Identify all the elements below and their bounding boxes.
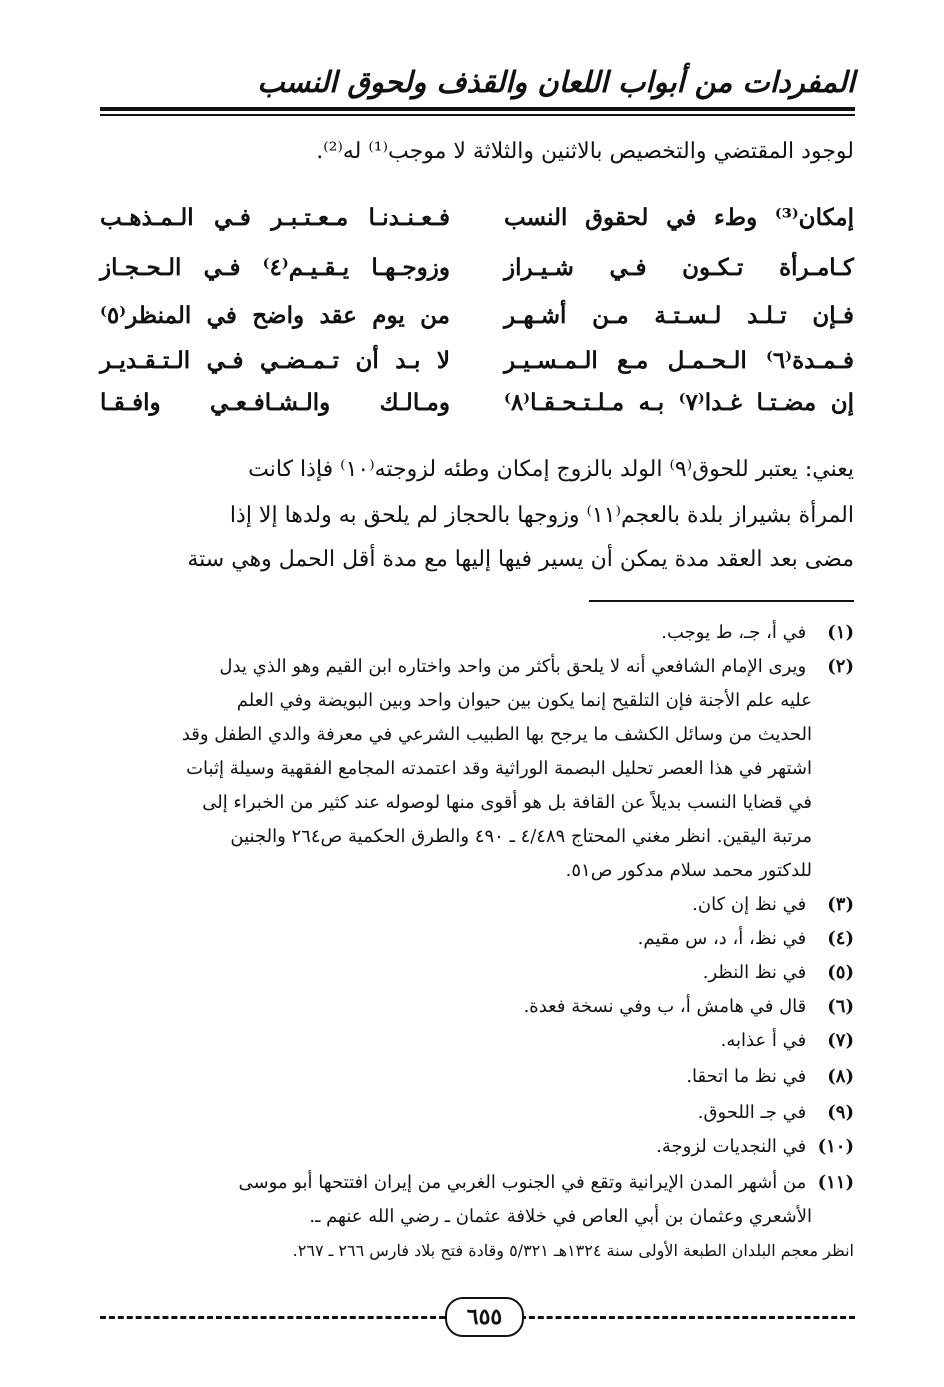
footnote-number: (٤) <box>827 928 854 949</box>
footnote-text: في نظ النظر. <box>702 962 807 983</box>
footnote-2-line-7: للدكتور محمد سلام مدكور ص٥١. <box>565 860 812 881</box>
footnote-2-line-3: الحديث من وسائل الكشف ما يرجح بها الطبيب الشرعي في معرفة والدي الطفل وقد <box>181 724 812 745</box>
commentary-line-3: مضى بعد العقد مدة يمكن أن يسير فيها إليها مع مدة أقل الحمل وهي ستة <box>187 547 854 572</box>
footnote-text: في أ عذابه. <box>720 1030 807 1051</box>
footnote-11 <box>89 1166 854 1199</box>
footnote-4 <box>89 922 854 955</box>
footnote-2-line-2: عليه علم الأجنة فإن التلقيح إنما يكون بين حيوان واحد وبين البويضة وفي العلم <box>236 690 812 711</box>
footnote-number: (٣) <box>827 894 854 915</box>
footer-dashed-rule-right <box>520 1316 855 1319</box>
footnote-11-line-3: انظر معجم البلدان الطبعة الأولى سنة ١٣٢٤هـ ٥/٣٢١ وقادة فتح بلاد فارس ٢٦٦ ـ ٢٦٧. <box>292 1241 854 1260</box>
footnote-text: في نظ، أ، د، س مقيم. <box>637 928 807 949</box>
header-rule-thin <box>100 114 855 116</box>
verse-5-first-hemistich: إن مضـتـا غـدا⁽٧⁾ بـه مـلـتـحـقـا⁽٨⁾ <box>504 389 854 416</box>
footnote-6 <box>89 990 854 1023</box>
verse-3-first-hemistich: فـإن تـلـد لـسـتـة مـن أشـهـر <box>504 302 854 329</box>
footnote-8 <box>89 1060 854 1093</box>
footnote-2-line-6: مرتبة اليقين. انظر مغني المحتاج ٤/٤٨٩ ـ ٤٩٠ والطرق الحكمية ص٢٦٤ والجنين <box>230 826 812 847</box>
footnote-2 <box>89 650 854 683</box>
verse-2-first-hemistich: كـامـرأة تـكـون فـي شـيـراز <box>504 254 854 281</box>
footnote-number: (١١) <box>817 1172 854 1193</box>
footnote-text: في أ، جـ، ط يوجب. <box>661 622 807 643</box>
footnote-number: (٧) <box>827 1030 854 1051</box>
footnote-text: في نظ إن كان. <box>692 894 807 915</box>
footnote-1 <box>89 616 854 649</box>
commentary-line-2: المرأة بشيراز بلدة بالعجم⁽١١⁾ وزوجها بالحجاز لم يلحق به ولدها إلا إذا <box>229 503 854 528</box>
verse-2-second-hemistich: وزوجـهـا يـقـيـم⁽٤⁾ فـي الـحـجـاز <box>100 254 450 281</box>
footnote-number: (٦) <box>827 996 854 1017</box>
footnote-number: (١) <box>827 622 854 643</box>
footnote-text: في نظ ما اتحقا. <box>686 1066 807 1087</box>
page-number: ٦٥٥ <box>445 1297 524 1337</box>
footnote-3 <box>89 888 854 921</box>
footnote-text: في جـ اللحوق. <box>697 1102 807 1123</box>
commentary-line-1: يعني: يعتبر للحوق⁽٩⁾ الولد بالزوج إمكان وطئه لزوجته⁽١٠⁾ فإذا كانت <box>248 457 854 482</box>
footnote-number: (٨) <box>827 1066 854 1087</box>
footnote-number: (٥) <box>827 962 854 983</box>
verse-3-second-hemistich: من يوم عقد واضح في المنظر⁽٥⁾ <box>100 302 450 329</box>
intro-line: لوجود المقتضي والتخصيص بالاثنين والثلاثة لا موجب⁽¹⁾ له⁽²⁾. <box>316 139 854 164</box>
running-title: المفردات من أبواب اللعان والقذف ولحوق النسب <box>257 65 855 99</box>
footnote-11-line-2: الأشعري وعثمان بن أبي العاص في خلافة عثمان ـ رضي الله عنهم ـ. <box>309 1206 812 1227</box>
footnote-10 <box>89 1130 854 1163</box>
footnote-text: ويرى الإمام الشافعي أنه لا يلحق بأكثر من واحد واختاره ابن القيم وهو الذي يدل <box>219 656 807 677</box>
verse-1-second-hemistich: فـعـنـدنـا مـعـتـبـر فـي الـمـذهـب <box>100 204 450 231</box>
footnote-7 <box>89 1024 854 1057</box>
footnote-text: من أشهر المدن الإيرانية وتقع في الجنوب الغربي من إيران افتتحها أبو موسى <box>238 1172 807 1193</box>
footnote-2-line-5: في قضايا النسب بديلاً عن القافة بل هو أقوى منها لوصوله عند كثير من الخبراء إلى <box>202 792 812 813</box>
footnote-number: (٩) <box>827 1102 854 1123</box>
verse-5-second-hemistich: ومـالـك والـشـافـعـي وافـقـا <box>100 389 450 416</box>
footer-dashed-rule-left <box>100 1316 445 1319</box>
verse-1-first-hemistich: إمكان⁽³⁾ وطء في لحقوق النسب <box>504 204 854 231</box>
footnote-number: (٢) <box>827 656 854 677</box>
footnote-number: (١٠) <box>817 1136 854 1157</box>
footnote-separator <box>589 600 854 602</box>
verse-4-second-hemistich: لا بـد أن تـمـضـي فـي الـتـقـديـر <box>100 347 450 374</box>
verse-4-first-hemistich: فـمـدة⁽٦⁾ الـحـمـل مـع الـمـسـيـر <box>504 347 854 374</box>
footnote-text: قال في هامش أ، ب وفي نسخة فعدة. <box>523 996 807 1017</box>
header-rule-thick <box>100 107 855 111</box>
footnote-5 <box>89 956 854 989</box>
footnote-9 <box>89 1096 854 1129</box>
footnote-2-line-4: اشتهر في هذا العصر تحليل البصمة الوراثية وقد اعتمدته المجامع الفقهية وسيلة إثبات <box>186 758 812 779</box>
footnote-text: في النجديات لزوجة. <box>656 1136 807 1157</box>
